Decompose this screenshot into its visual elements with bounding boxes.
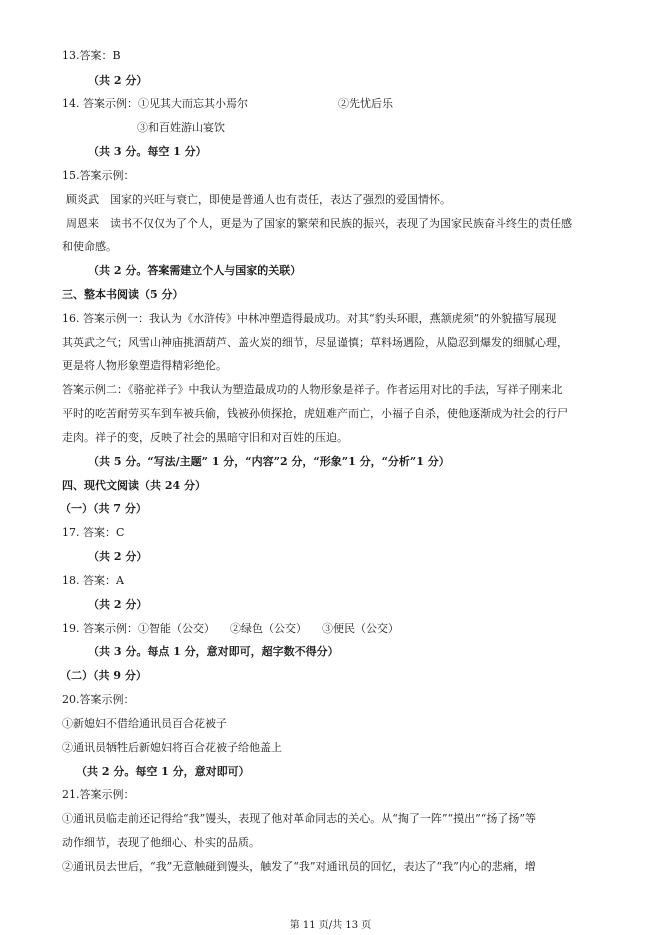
q19-score: （共 3 分。每点 1 分，意对即可，超字数不得分） [88, 645, 339, 658]
q20-item-1: ①新媳妇不借给通讯员百合花被子 [62, 717, 227, 730]
part-2-heading: （二）（共 9 分） [60, 669, 147, 682]
q16-score: （共 5 分。“写法/主题” 1 分，“内容”2 分，“形象”1 分，“分析”1 分） [88, 455, 450, 468]
q20-item-2: ②通讯员牺牲后新媳妇将百合花被子给他盖上 [62, 741, 282, 754]
part-1-heading: （一）（共 7 分） [60, 502, 147, 515]
q16-ex2-line1: 答案示例二：《骆驼祥子》中我认为塑造最成功的人物形象是祥子。作者运用对比的手法，写祥子刚来北 [62, 383, 563, 396]
q15-score: （共 2 分。答案需建立个人与国家的关联） [88, 264, 302, 277]
q19-answer [62, 622, 661, 636]
q16-ex2-line3: 走肉。祥子的变，反映了社会的黑暗守旧和对百姓的压迫。 [62, 431, 348, 444]
q18-score: （共 2 分） [88, 598, 148, 611]
q15-line-gu: 顾炎武 国家的兴旺与衰亡，即使是普通人也有责任，表达了强烈的爱国情怀。 [66, 193, 451, 206]
q16-ex1-line1: 16. 答案示例一：我认为《水浒传》中林冲塑造得最成功。对其“豹头环眼，燕颔虎须”的外貌描写展现 [62, 312, 557, 325]
q17-score: （共 2 分） [88, 550, 148, 563]
q20-heading: 20.答案示例： [62, 693, 135, 706]
q14-score: （共 3 分。每空 1 分） [88, 145, 207, 158]
q13-answer: 13.答案：B [62, 49, 121, 62]
section-4-heading: 四、现代文阅读（共 24 分） [62, 479, 206, 492]
q16-ex2-line2: 平时的吃苦耐劳买车到车被兵偷，钱被孙侦探抢，虎妞难产而亡，小福子自杀，使他逐渐成为社会的行尸 [62, 407, 568, 420]
q19-item-3: ③便民（公交） [322, 622, 399, 635]
q15-line-zhou-cont: 和使命感。 [62, 240, 117, 253]
q21-heading: 21.答案示例： [62, 788, 135, 801]
q14-item-2: ②先忧后乐 [338, 97, 393, 110]
q16-ex1-line3: 更是将人物形象塑造得精彩绝伦。 [62, 359, 227, 372]
q21-item-2-line1: ②通讯员去世后，“我”无意触碰到馒头，触发了“我”对通讯员的回忆，表达了“我”内心的悲痛，增 [62, 860, 536, 873]
q19-item-2: ②绿色（公交） [230, 622, 307, 635]
q17-answer: 17. 答案：C [62, 526, 125, 539]
q18-answer: 18. 答案：A [62, 574, 124, 587]
q14-item-3: ③和百姓游山宴饮 [137, 121, 225, 134]
q20-score: （共 2 分。每空 1 分，意对即可） [76, 765, 250, 778]
q15-line-zhou: 周恩来 读书不仅仅为了个人，更是为了国家的繁荣和民族的振兴，表现了为国家民族奋斗终生的责任感 [66, 217, 572, 230]
q14-item-1: 14. 答案示例：①见其大而忘其小焉尔 [62, 97, 248, 110]
q21-item-1-line1: ①通讯员临走前还记得给“我”馒头，表现了他对革命同志的关心。从“掏了一阵”“摸出”“扬了扬”等 [62, 812, 536, 825]
q14-answer [62, 97, 661, 111]
section-3-heading: 三、整本书阅读（5 分） [62, 288, 184, 301]
q19-item-1: 19. 答案示例：①智能（公交） [62, 622, 215, 635]
q21-item-1-line2: 动作细节，表现了他细心、朴实的品质。 [62, 836, 260, 849]
q15-heading: 15.答案示例： [62, 169, 135, 182]
page-footer: 第 11 页/共 13 页 [289, 920, 372, 931]
q13-score: （共 2 分） [88, 74, 148, 87]
q16-ex1-line2: 其英武之气；风雪山神庙挑酒葫芦、盖火炭的细节，尽显谨慎；草料场遇险，从隐忍到爆发的细腻心理， [62, 336, 568, 349]
